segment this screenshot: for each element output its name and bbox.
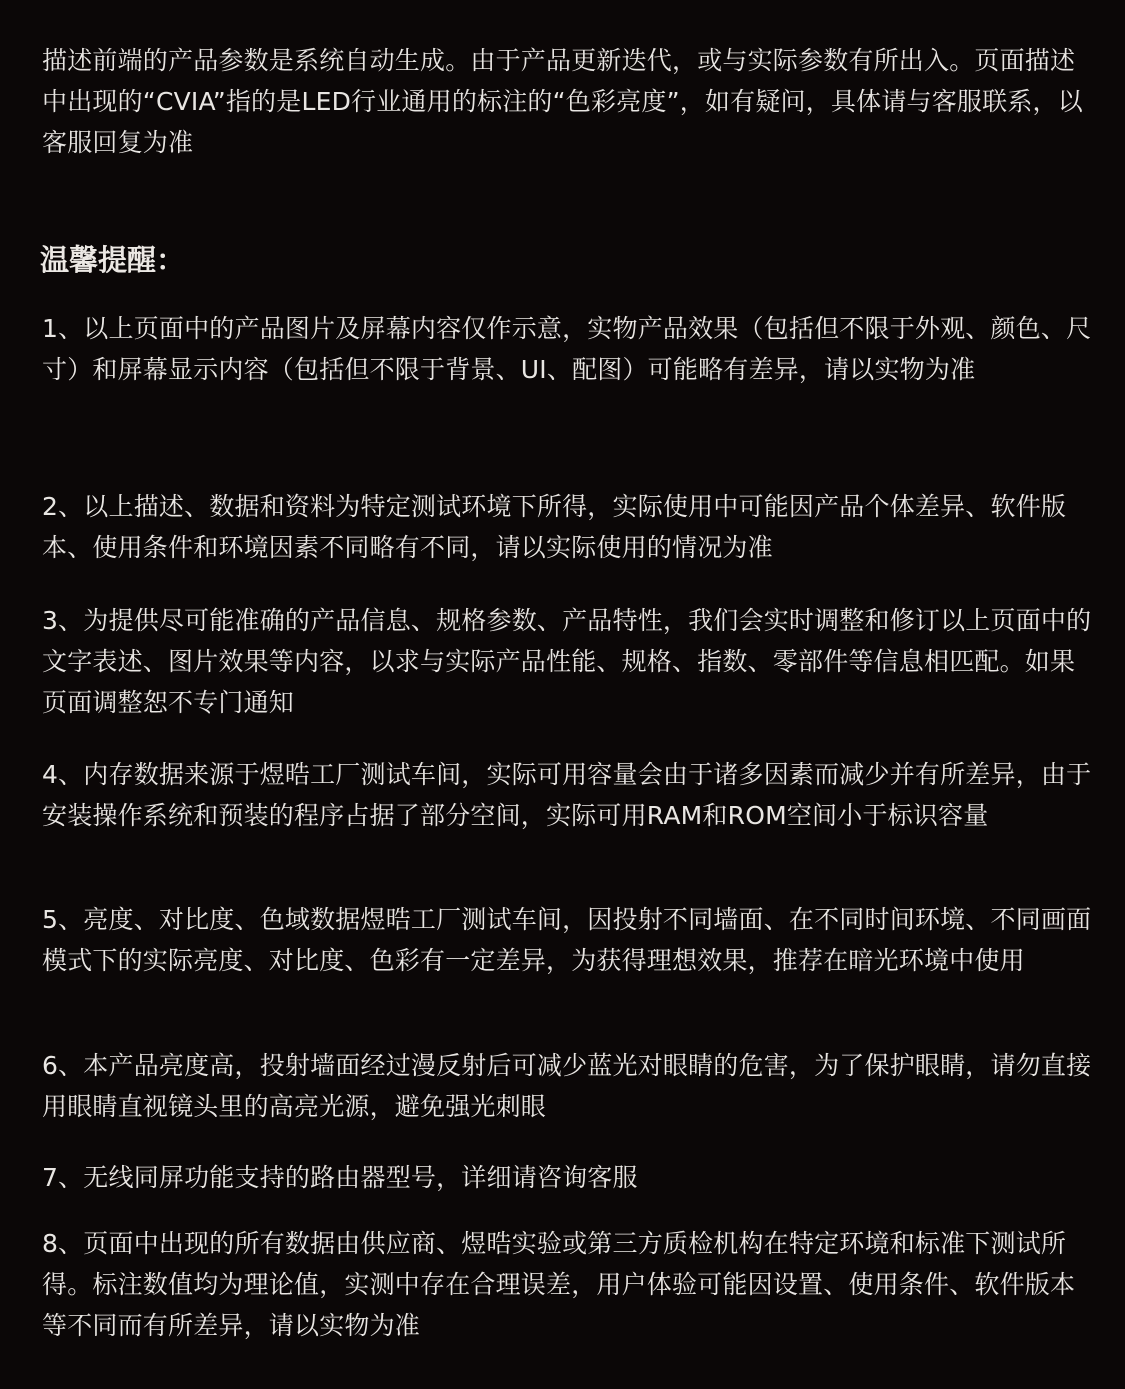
notice-item-6: 6、本产品亮度高，投射墙面经过漫反射后可减少蓝光对眼睛的危害，为了保护眼睛，请勿直接用眼睛直视镜头里的高亮光源，避免强光刺眼 (42, 1051, 1092, 1121)
notice-item-5: 5、亮度、对比度、色域数据煜晧工厂测试车间，因投射不同墙面、在不同时间环境、不同画面模式下的实际亮度、对比度、色彩有一定差异，为获得理想效果，推荐在暗光环境中使用 (42, 905, 1092, 975)
notice-item-1: 1、以上页面中的产品图片及屏幕内容仅作示意，实物产品效果（包括但不限于外观、颜色、尺寸）和屏幕显示内容（包括但不限于背景、UI、配图）可能略有差异，请以实物为准 (42, 314, 1092, 384)
notice-heading: 温馨提醒： (40, 243, 186, 277)
notice-item-8: 8、页面中出现的所有数据由供应商、煜晧实验或第三方质检机构在特定环境和标准下测试所得。标注数值均为理论值，实测中存在合理误差，用户体验可能因设置、使用条件、软件版本等不同而有所差异，请以实物为准 (42, 1229, 1076, 1340)
notice-item-4: 4、内存数据来源于煜晧工厂测试车间，实际可用容量会由于诸多因素而减少并有所差异，由于安装操作系统和预装的程序占据了部分空间，实际可用RAM和ROM空间小于标识容量 (42, 760, 1092, 830)
intro-paragraph: 描述前端的产品参数是系统自动生成。由于产品更新迭代，或与实际参数有所出入。页面描述中出现的“CVIA”指的是LED行业通用的标注的“色彩亮度”，如有疑问，具体请与客服联系，以客服回复为准 (42, 46, 1083, 157)
notice-item-2: 2、以上描述、数据和资料为特定测试环境下所得，实际使用中可能因产品个体差异、软件版本、使用条件和环境因素不同略有不同，请以实际使用的情况为准 (42, 492, 1067, 562)
notice-item-7: 7、无线同屏功能支持的路由器型号，详细请咨询客服 (42, 1163, 638, 1192)
notice-item-3: 3、为提供尽可能准确的产品信息、规格参数、产品特性，我们会实时调整和修订以上页面中的文字表述、图片效果等内容，以求与实际产品性能、规格、指数、零部件等信息相匹配。如果页面调整恕不专门通知 (42, 606, 1092, 717)
